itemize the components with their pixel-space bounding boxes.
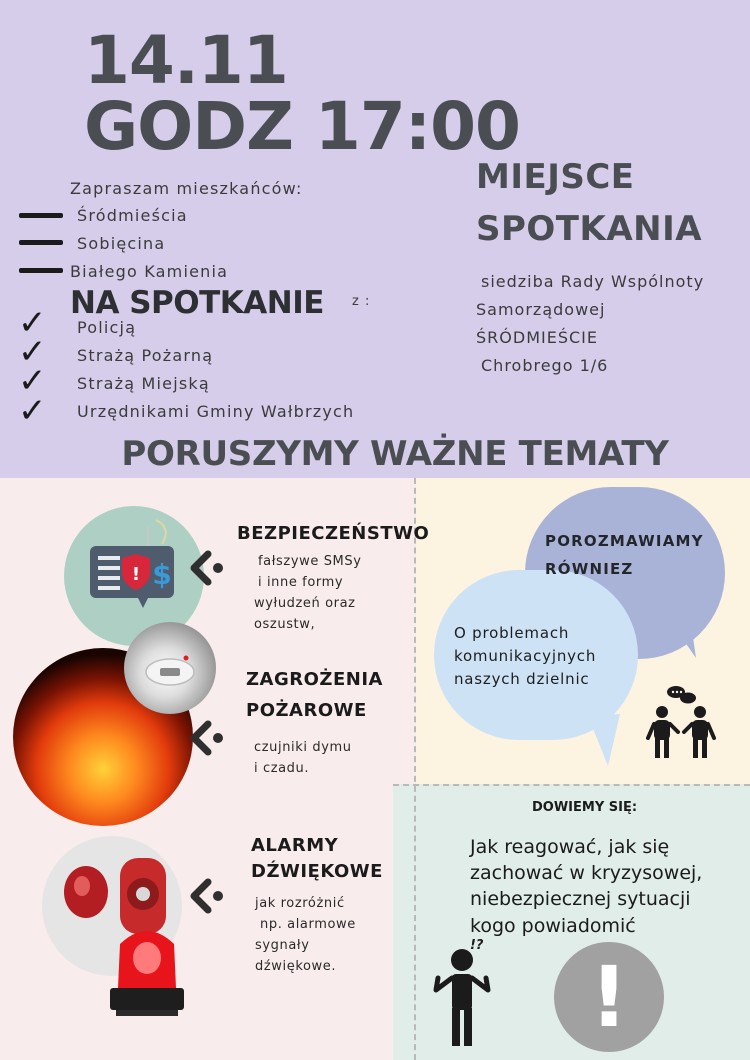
double-chevron-left-icon	[188, 718, 224, 758]
also-text-line: O problemach	[454, 624, 570, 642]
confused-person-icon	[430, 944, 494, 1048]
fire-desc-line: czujniki dymu	[254, 740, 352, 755]
learn-text-line: Jak reagować, jak się	[470, 836, 670, 858]
fire-title: POŻAROWE	[246, 700, 367, 721]
guest-item: Policją	[77, 318, 137, 337]
also-title: RÓWNIEZ	[545, 560, 634, 578]
list-bar-icon	[19, 240, 63, 245]
confused-mark: !?	[470, 938, 484, 953]
list-bar-icon	[19, 213, 63, 218]
double-chevron-left-icon	[188, 876, 224, 916]
checkmark-icon: ✓	[18, 361, 47, 401]
svg-text:$: $	[152, 558, 172, 591]
learn-text	[470, 834, 750, 939]
checkmark-icon: ✓	[18, 303, 47, 343]
siren-light-icon	[108, 918, 186, 1018]
invite-intro: Zapraszam mieszkańców:	[70, 179, 303, 198]
also-text-line: komunikacyjnych	[454, 647, 597, 665]
double-chevron-left-icon	[188, 548, 224, 588]
event-date: 14.11	[84, 22, 288, 99]
district-item: Sobięcina	[77, 234, 166, 253]
smoke-detector-icon	[140, 648, 200, 692]
fire-desc-line: i czadu.	[254, 761, 310, 776]
alarms-desc-line: dźwiękowe.	[255, 959, 337, 974]
alarms-title: ALARMY	[251, 835, 339, 856]
svg-text:!: !	[131, 564, 141, 585]
security-desc-line: wyłudzeń oraz	[254, 596, 356, 611]
learn-text-line: kogo powiadomić	[470, 914, 636, 937]
fire-title: ZAGROŻENIA	[246, 669, 383, 690]
learn-text-line: zachować w kryzysowej,	[470, 862, 703, 885]
bubble-tail	[660, 612, 700, 662]
venue-address-line: Samorządowej	[476, 300, 606, 319]
list-bar-icon	[19, 268, 63, 273]
alarms-title: DŹWIĘKOWE	[251, 861, 383, 882]
security-desc-line: oszustw,	[254, 617, 316, 632]
security-desc-line: i inne formy	[258, 575, 344, 590]
phishing-icon	[86, 516, 180, 614]
vertical-divider	[414, 478, 416, 1060]
guest-item: Strażą Miejską	[77, 374, 210, 393]
security-desc-line: fałszywe SMSy	[258, 554, 362, 569]
venue-address-line: ŚRÓDMIEŚCIE	[476, 328, 598, 347]
alarms-desc-line: np. alarmowe	[260, 917, 356, 932]
also-title: POROZMAWIAMY	[545, 532, 704, 550]
alarms-desc-line: sygnały	[255, 938, 310, 953]
checkmark-icon: ✓	[18, 332, 47, 372]
checkmark-icon: ✓	[18, 391, 47, 431]
guest-item: Strażą Pożarną	[77, 346, 214, 365]
venue-title: SPOTKANIA	[476, 209, 703, 249]
alarms-desc-line: jak rozróżnić	[255, 896, 345, 911]
security-title: BEZPIECZEŃSTWO	[237, 523, 430, 544]
district-item: Śródmieścia	[77, 206, 188, 225]
event-time: GODZ 17:00	[84, 88, 520, 165]
venue-address-line: Chrobrego 1/6	[481, 356, 609, 375]
district-item: Białego Kamienia	[70, 262, 229, 281]
also-text-line: naszych dzielnic	[454, 670, 590, 688]
people-talking-icon	[644, 684, 720, 760]
exclamation-icon: !	[589, 948, 629, 1046]
venue-title: MIEJSCE	[476, 157, 635, 197]
learn-text-line: niebezpiecznej sytuacji	[470, 888, 691, 911]
meeting-label: NA SPOTKANIE	[70, 285, 324, 321]
meeting-with-label: z :	[352, 294, 371, 309]
topics-heading: PORUSZYMY WAŻNE TEMATY	[121, 434, 669, 474]
guest-item: Urzędnikami Gminy Wałbrzych	[77, 402, 355, 421]
venue-address-line: siedziba Rady Wspólnoty	[481, 272, 705, 291]
learn-title: DOWIEMY SIĘ:	[532, 800, 638, 815]
bubble-tail	[584, 712, 624, 768]
horizontal-divider	[393, 784, 750, 786]
